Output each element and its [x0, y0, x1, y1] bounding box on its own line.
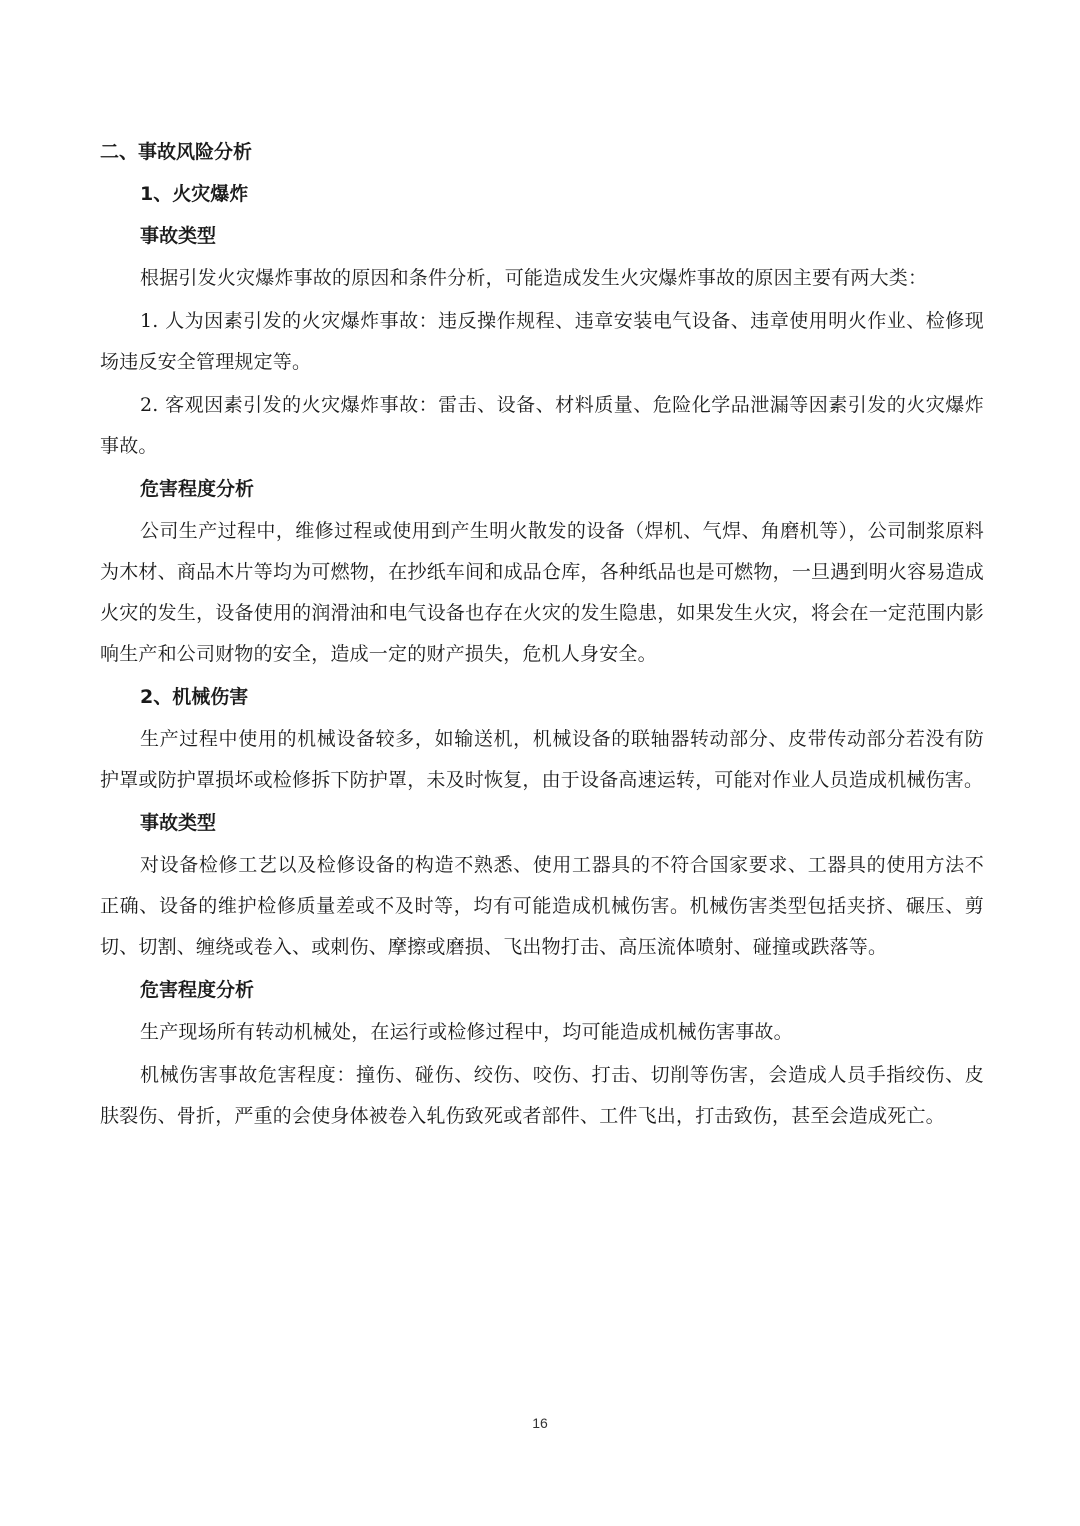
document-page [100, 132, 984, 1139]
mechanical-harm-paragraph-1: 生产现场所有转动机械处，在运行或检修过程中，均可能造成机械伤害事故。 [140, 1021, 793, 1043]
mechanical-injury-title: 2、机械伤害 [140, 686, 249, 708]
mechanical-accident-type-heading: 事故类型 [140, 812, 217, 834]
mechanical-harm-heading: 危害程度分析 [140, 979, 255, 1001]
mechanical-type-paragraph: 对设备检修工艺以及检修设备的构造不熟悉、使用工器具的不符合国家要求、工器具的使用方法不正确、设备的维护检修质量差或不及时等，均有可能造成机械伤害。机械伤害类型包括夹挤、碾压、剪切、切割、缠绕或卷入、或刺伤、摩擦或磨损、飞出物打击、高压流体喷射、碰撞或跌落等。 [100, 854, 984, 958]
fire-harm-paragraph: 公司生产过程中，维修过程或使用到产生明火散发的设备（焊机、气焊、角磨机等），公司制浆原料为木材、商品木片等均为可燃物，在抄纸车间和成品仓库，各种纸品也是可燃物，一旦遇到明火容易造成火灾的发生，设备使用的润滑油和电气设备也存在火灾的发生隐患，如果发生火灾，将会在一定范围内影响生产和公司财物的安全，造成一定的财产损失，危机人身安全。 [100, 520, 984, 665]
mechanical-harm-paragraph-2: 机械伤害事故危害程度：撞伤、碰伤、绞伤、咬伤、打击、切削等伤害，会造成人员手指绞伤、皮肤裂伤、骨折，严重的会使身体被卷入轧伤致死或者部件、工件飞出，打击致伤，甚至会造成死亡。 [100, 1064, 984, 1127]
fire-harm-heading: 危害程度分析 [140, 478, 255, 500]
page-number: 16 [532, 1415, 548, 1431]
fire-accident-type-heading: 事故类型 [140, 225, 217, 247]
mechanical-intro-paragraph: 生产过程中使用的机械设备较多，如输送机，机械设备的联轴器转动部分、皮带传动部分若没有防护罩或防护罩损坏或检修拆下防护罩，未及时恢复，由于设备高速运转，可能对作业人员造成机械伤害。 [100, 728, 984, 791]
section-title: 二、事故风险分析 [100, 141, 253, 163]
fire-intro-paragraph: 根据引发火灾爆炸事故的原因和条件分析，可能造成发生火灾爆炸事故的原因主要有两大类： [140, 267, 928, 289]
fire-human-factor-paragraph: 1. 人为因素引发的火灾爆炸事故：违反操作规程、违章安装电气设备、违章使用明火作业、检修现场违反安全管理规定等。 [100, 310, 984, 373]
fire-explosion-title: 1、火灾爆炸 [140, 183, 249, 205]
fire-objective-factor-paragraph: 2. 客观因素引发的火灾爆炸事故：雷击、设备、材料质量、危险化学品泄漏等因素引发的火灾爆炸事故。 [100, 394, 984, 457]
